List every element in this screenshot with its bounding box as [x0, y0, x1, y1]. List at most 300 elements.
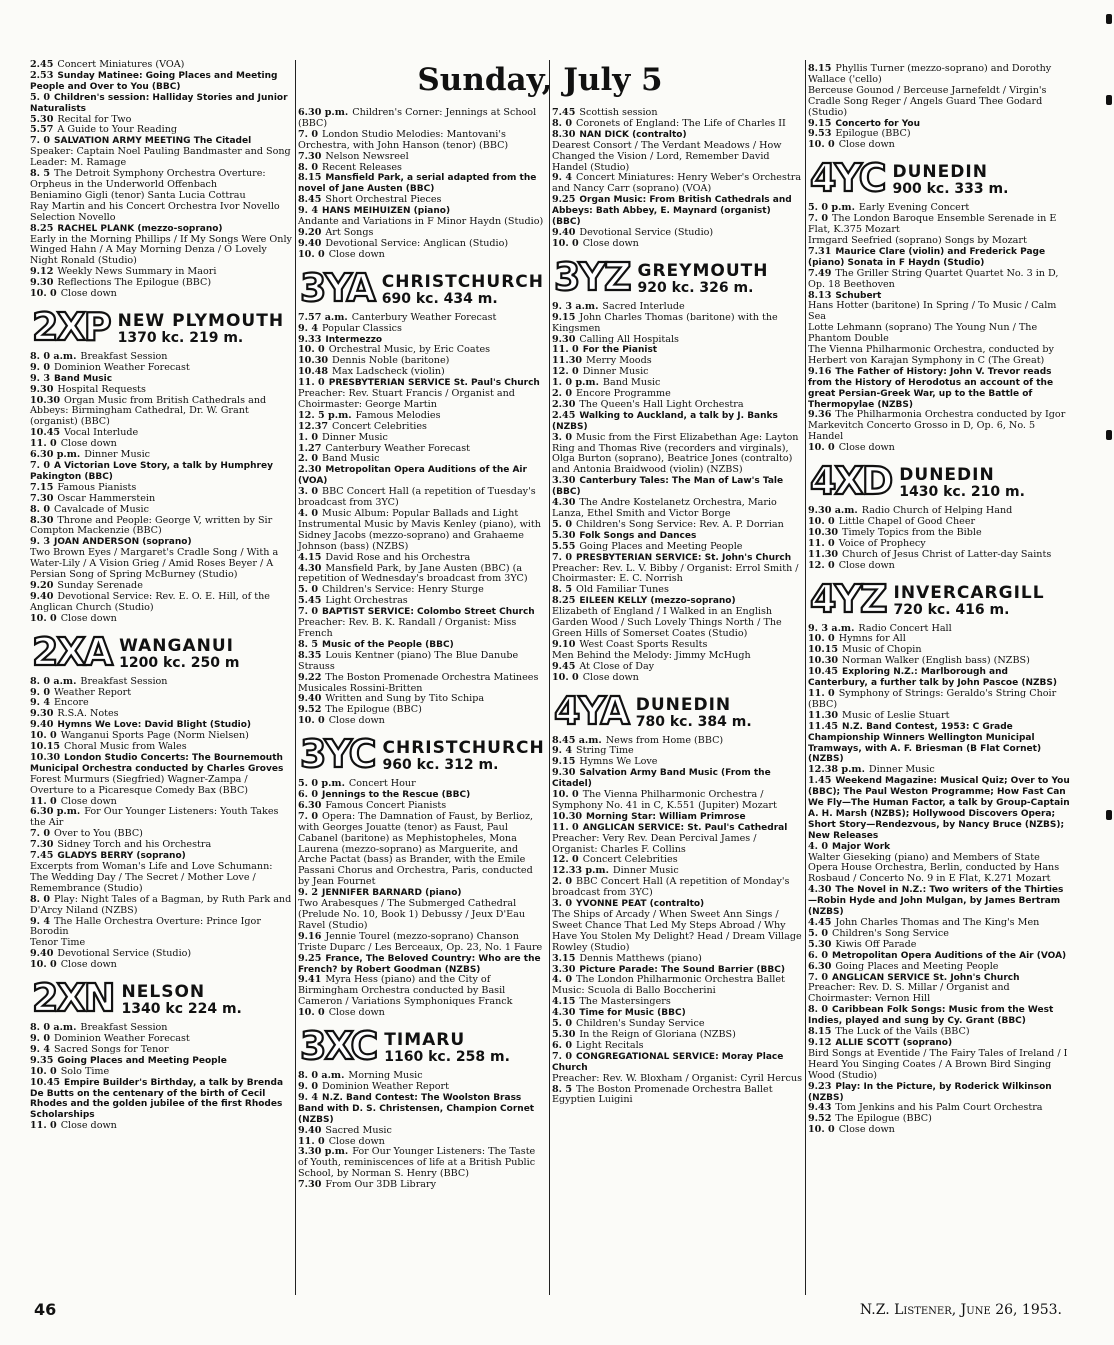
program-description: Dinner Music: [612, 865, 679, 877]
program-description: Art Songs: [325, 226, 374, 238]
program-entry: [552, 877, 802, 899]
program-description: The London Baroque Ensemble Serenade in E Flat, K.375 Mozart: [808, 213, 1057, 236]
program-description: Canterbury Weather Forecast: [325, 442, 470, 454]
program-description: BAPTIST SERVICE: Colombo Street Church: [322, 607, 535, 618]
program-description: Concert Miniatures (VOA): [57, 59, 185, 70]
column-divider: [549, 60, 550, 1295]
program-entry: [552, 585, 802, 596]
program-time: 10.45: [30, 1076, 61, 1088]
program-time: 9.15: [552, 756, 576, 768]
program-description: For Our Younger Listeners: The Taste of Youth, reminiscences of life at a British Public School, by Norman S. Henry (BBC): [298, 1146, 536, 1180]
program-time: 10.15: [808, 644, 839, 656]
program-description: Concert Hour: [348, 778, 416, 790]
program-entry: [30, 753, 292, 775]
program-description: JOAN ANDERSON (soprano): [54, 537, 192, 548]
program-time: 11. 0: [298, 377, 325, 389]
program-entry: [298, 1093, 546, 1126]
program-entry: [298, 487, 546, 509]
program-description: Close down: [60, 795, 117, 807]
program-entry: [298, 716, 546, 727]
program-time: 9.30: [30, 383, 54, 395]
program-time: 11. 0: [808, 537, 835, 549]
program-description: Time for Music (BBC): [579, 1008, 686, 1019]
program-time: 5. 0: [552, 1018, 573, 1030]
program-entry: [552, 542, 802, 553]
station-header: [298, 1024, 546, 1069]
program-time: 9. 4: [30, 1043, 51, 1055]
program-description: Breakfast Session: [80, 675, 168, 687]
program-entry: [808, 561, 1070, 572]
program-time: 10. 0: [552, 671, 579, 683]
program-description: London Studio Melodies: Mantovani's Orchestra, with John Hanson (tenor) (BBC): [298, 128, 509, 151]
program-time: 8. 0 a.m.: [30, 350, 77, 362]
program-description: The Epilogue (BBC): [835, 1113, 932, 1125]
program-time: 3.30: [552, 475, 576, 487]
program-entry: [30, 235, 292, 268]
program-time: 6.30 p.m.: [298, 107, 349, 118]
program-time: 9.10: [552, 638, 576, 650]
program-description: NAN DICK (contralto): [579, 129, 687, 140]
program-entry: [808, 301, 1070, 323]
station-name: WANGANUI: [119, 635, 234, 656]
station-header: [552, 254, 802, 299]
station-name: NELSON: [121, 982, 206, 1003]
program-description: R.S.A. Notes: [57, 708, 119, 720]
program-description: Max Ladscheck (violin): [332, 366, 445, 378]
program-time: 2. 0: [552, 388, 573, 400]
program-time: 9.22: [298, 671, 322, 683]
program-time: 12. 0: [552, 854, 579, 866]
program-time: 10. 0: [30, 1065, 57, 1077]
program-description: Over to You (BBC): [54, 828, 143, 840]
program-description: Louis Kentner (piano) The Blue Danube Strauss: [298, 649, 519, 672]
program-time: 5. 0 p.m.: [298, 778, 345, 790]
footer-citation: N.Z. Listener, June 26, 1953.: [859, 1302, 1062, 1318]
program-time: 9.40: [298, 693, 322, 705]
program-entry: [298, 812, 546, 888]
program-entry: [30, 807, 292, 829]
program-time: 5.30: [808, 938, 832, 950]
program-entry: [298, 195, 546, 206]
program-entry: [552, 476, 802, 498]
program-description: Phyllis Turner (mezzo-soprano) and Dorothy Wallace ('cello): [808, 63, 1052, 85]
program-time: 7.30: [30, 492, 54, 504]
program-description: Exploring N.Z.: Marlborough and Canterbury, a further talk by John Pascoe (NZBS): [808, 667, 1057, 689]
program-entry: [298, 1082, 546, 1093]
program-entry: [808, 1049, 1070, 1082]
program-time: 10. 0: [808, 442, 835, 454]
program-description: Children's session: Halliday Stories and Junior Naturalists: [30, 92, 288, 114]
page-title: Sunday, July 5: [417, 62, 663, 98]
program-time: 10.30: [808, 526, 839, 538]
program-time: 10. 0: [808, 1124, 835, 1136]
program-description: Close down: [838, 1124, 895, 1136]
station-call-sign: 3YA: [300, 265, 374, 310]
program-time: 9.23: [808, 1080, 832, 1092]
program-description: Coronets of England: The Life of Charles II: [576, 117, 786, 129]
program-time: 11.30: [808, 548, 839, 560]
program-description: Orchestral Music, by Eric Coates: [328, 344, 491, 356]
station-header: [30, 304, 292, 349]
program-description: Wanganui Sports Page (Norm Nielsen): [60, 730, 249, 742]
program-entry: [552, 195, 802, 228]
program-entry: [808, 410, 1070, 443]
program-entry: [298, 465, 546, 487]
program-description: Two Arabesques / The Submerged Cathedral (Prelude No. 10, Book 1) Debussy / Jeux D'Eau Ravel (Studio): [298, 898, 526, 931]
program-entry: [30, 709, 292, 720]
program-description: String Time: [576, 745, 634, 757]
program-time: 8.30: [30, 514, 54, 526]
program-entry: [298, 130, 546, 152]
program-time: 11. 0: [30, 438, 57, 450]
program-time: 11.45: [808, 720, 839, 732]
program-description: Famous Concert Pianists: [325, 799, 447, 811]
scan-edge-mark: [1106, 430, 1112, 440]
station-call-sign: 4YA: [554, 688, 628, 733]
program-time: 9.33: [298, 333, 322, 345]
program-entry: [30, 169, 292, 191]
program-time: 8. 0: [808, 1004, 829, 1016]
program-time: 9. 0: [30, 1032, 51, 1044]
program-description: Devotional Service: Anglican (Studio): [325, 237, 509, 249]
program-time: 9.25: [552, 194, 576, 206]
program-entry: [808, 140, 1070, 151]
program-description: Metropolitan Opera Auditions of the Air (VOA): [832, 950, 1067, 961]
program-entry: [30, 840, 292, 851]
program-time: 9.30: [552, 333, 576, 345]
program-time: 5. 0: [30, 91, 51, 103]
program-time: 9.52: [298, 704, 322, 716]
program-description: Empire Builder's Birthday, a talk by Brenda De Butts on the centenary of the birth of Cecil Rhodes and the golden jubilee of the first Rhodes Scholarships: [30, 1077, 284, 1121]
program-entry: [30, 917, 292, 939]
program-time: 10. 0: [552, 789, 579, 801]
program-time: 7. 0: [298, 128, 319, 140]
station-call-sign: 3YC: [300, 732, 375, 777]
station-frequency: 920 kc. 326 m.: [637, 279, 754, 296]
program-time: 10.30: [30, 751, 61, 763]
program-description: Forest Murmurs (Siegfried) Wagner-Zampa / Overture to a Picaresque Comedy Bax (BBC): [30, 773, 249, 796]
program-time: 6.30: [808, 960, 832, 972]
program-entry: [30, 60, 292, 71]
program-time: 5. 0: [808, 927, 829, 939]
program-description: At Close of Day: [579, 660, 655, 672]
program-description: Weekly News Summary in Maori: [57, 266, 217, 278]
program-description: Light Recitals: [576, 1039, 644, 1051]
station-frequency: 780 kc. 384 m.: [635, 713, 752, 730]
program-description: ANGLICAN SERVICE: St. Paul's Cathedral: [582, 822, 788, 833]
program-description: David Rose and his Orchestra: [325, 551, 471, 563]
program-time: 5.55: [552, 540, 576, 552]
program-entry: [808, 983, 1070, 1005]
program-time: 3.30 p.m.: [298, 1146, 349, 1158]
program-entry: [30, 396, 292, 429]
program-description: The Epilogue (BBC): [325, 704, 422, 716]
program-description: Music of Leslie Stuart: [842, 709, 950, 721]
program-description: Concert Celebrities: [332, 420, 427, 432]
program-time: 3.30: [552, 963, 576, 975]
program-entry: [552, 141, 802, 174]
program-description: Sidney Torch and his Orchestra: [57, 839, 212, 851]
program-time: 5.30: [552, 1028, 576, 1040]
program-time: 10.15: [30, 741, 61, 753]
program-time: 8. 0: [298, 161, 319, 173]
program-entry: [808, 269, 1070, 291]
program-time: 5.30: [30, 113, 54, 125]
station-name: DUNEDIN: [899, 465, 995, 486]
program-entry: [808, 247, 1070, 269]
program-description: Children's Sunday Service: [576, 1018, 705, 1030]
program-time: 8.15: [808, 1026, 832, 1038]
program-time: 8.30: [552, 128, 576, 140]
program-entry: [552, 433, 802, 477]
program-time: 4.15: [552, 996, 576, 1008]
program-description: Folk Songs and Dances: [579, 530, 697, 541]
program-description: Maurice Clare (violin) and Frederick Page (piano) Sonata in F Haydn (Studio): [808, 246, 1046, 268]
program-description: Popular Classics: [322, 322, 402, 334]
program-description: Music of Chopin: [842, 644, 922, 656]
program-description: Jennings to the Rescue (BBC): [322, 790, 471, 801]
program-time: 9. 4: [298, 205, 319, 217]
program-time: 6.30 p.m.: [30, 806, 81, 818]
scan-edge-mark: [1106, 810, 1112, 820]
program-entry: [808, 765, 1070, 776]
program-entry: [30, 614, 292, 625]
program-time: 5.30: [552, 529, 576, 541]
program-description: Andante and Variations in F Minor Haydn (Studio): [298, 216, 544, 228]
program-time: 2.30: [552, 398, 576, 410]
program-entry: [298, 651, 546, 673]
program-description: Music of the People (BBC): [322, 639, 454, 650]
program-description: Music from the First Elizabethan Age: Layton Ring and Thomas Rive (recorders and virginals), Olga Burton (soprano), Beatrice Jones (contralto) and Antonia Braidwood (violin) (NZBS): [552, 431, 799, 476]
program-time: 10. 0: [298, 1007, 325, 1019]
program-time: 8.15: [808, 63, 832, 74]
station-header: [30, 976, 292, 1021]
program-description: Solo Time: [60, 1065, 110, 1077]
program-entry: [808, 323, 1070, 345]
program-description: Hymns We Love: David Blight (Studio): [57, 720, 252, 731]
program-description: Tom Jenkins and his Palm Court Orchestra: [835, 1102, 1043, 1114]
program-description: The Boston Promenade Orchestra Matinees Musicales Rossini-Britten: [298, 671, 539, 694]
program-time: 9.15: [808, 117, 832, 129]
program-description: News from Home (BBC): [605, 734, 724, 746]
program-entry: [298, 163, 546, 174]
program-entry: [552, 910, 802, 954]
program-description: Dinner Music: [582, 366, 649, 378]
program-entry: [808, 345, 1070, 367]
program-description: Schubert: [835, 290, 882, 301]
program-time: 10.30: [552, 810, 583, 822]
program-description: The Luck of the Vails (BBC): [835, 1026, 970, 1038]
program-time: 10. 0: [30, 288, 57, 300]
program-entry: [298, 899, 546, 932]
program-entry: [298, 250, 546, 261]
program-description: Dinner Music: [868, 764, 935, 776]
program-description: Choral Music from Wales: [64, 741, 187, 753]
program-description: Radio Church of Helping Hand: [861, 505, 1013, 517]
program-description: Play: In the Picture, by Roderick Wilkinson (NZBS): [808, 1081, 1052, 1103]
program-time: 4. 0: [552, 974, 573, 986]
program-entry: [30, 71, 292, 93]
program-time: 8. 0: [552, 117, 573, 129]
program-time: 8. 5: [30, 168, 51, 180]
program-time: 9.30 a.m.: [808, 505, 858, 517]
program-description: Organ Music from British Cathedrals and Abbeys: Birmingham Cathedral, Dr. W. Grant (organist) (BBC): [30, 394, 267, 428]
program-entry: [552, 498, 802, 520]
program-description: The Griller String Quartet Quartet No. 3 in D, Op. 18 Beethoven: [808, 267, 1059, 290]
program-time: 8.45: [298, 194, 322, 206]
program-time: 11. 0: [808, 687, 835, 699]
program-entry: [552, 173, 802, 195]
program-time: 12.33 p.m.: [552, 865, 609, 877]
program-time: 9. 4: [298, 1091, 319, 1103]
program-description: Music Album: Popular Ballads and Light Instrumental Music by Mavis Kenley (piano), with Sidney Jacobs (mezzo-soprano) and Grahaeme Johnson (bass) (NZBS): [298, 508, 541, 552]
program-description: Recital for Two: [57, 113, 132, 125]
program-description: N.Z. Band Contest, 1953: C Grade Championship Winners Wellington Municipal Tramways, with A. F. Briesman (B Flat Cornet) (NZBS): [808, 721, 1042, 765]
program-entry: [552, 313, 802, 335]
program-description: Organ Music: From British Cathedrals and Abbeys: Bath Abbey, E. Maynard (organist) (BBC): [552, 195, 792, 228]
program-time: 10.45: [808, 666, 839, 678]
program-description: Hans Hotter (baritone) In Spring / To Music / Calm Sea: [808, 300, 1057, 323]
program-time: 7. 0: [30, 135, 51, 147]
program-description: Close down: [60, 288, 117, 300]
station-call-sign: 4YZ: [810, 576, 886, 621]
program-description: Children's Song Service: [832, 927, 949, 939]
program-description: Metropolitan Opera Auditions of the Air (VOA): [298, 465, 527, 487]
program-description: Throne and People: George V, written by Sir Compton Mackenzie (BBC): [30, 514, 273, 537]
program-entry: [808, 1005, 1070, 1027]
program-description: Walking to Auckland, a talk by J. Banks (NZBS): [552, 410, 778, 432]
station-header: [298, 265, 546, 310]
station-header: [808, 156, 1070, 201]
program-description: Band Music: [322, 453, 380, 465]
station-header: [808, 459, 1070, 504]
program-entry: [552, 1052, 802, 1074]
station-frequency: 1340 kc 224 m.: [121, 1001, 242, 1018]
program-time: 6. 0: [552, 1039, 573, 1051]
station-call-sign: 2XN: [32, 976, 114, 1021]
program-description: Major Work: [832, 841, 891, 852]
station-call-sign: 4XD: [810, 459, 892, 504]
program-time: 9.40: [30, 719, 54, 731]
program-description: Oscar Hammerstein: [57, 492, 156, 504]
program-time: 2. 0: [552, 876, 573, 888]
program-time: 2. 0: [298, 453, 319, 465]
program-time: 9.12: [808, 1036, 832, 1048]
program-time: 12. 0: [808, 559, 835, 571]
program-time: 10.30: [808, 655, 839, 667]
program-description: Early Evening Concert: [858, 202, 970, 214]
program-time: 9.40: [30, 590, 54, 602]
program-description: Dearest Consort / The Verdant Meadows / How Changed the Vision / Lord, Remember David Handel (Studio): [552, 139, 782, 173]
program-time: 3. 0: [552, 431, 573, 443]
program-time: 4.30: [552, 497, 576, 509]
program-entry: [808, 214, 1070, 236]
program-time: 11.30: [552, 355, 583, 367]
program-entry: [30, 960, 292, 971]
program-description: Recent Releases: [322, 161, 402, 173]
program-time: 9.20: [30, 579, 54, 591]
program-description: Symphony of Strings: Geraldo's String Choir (BBC): [808, 687, 1057, 710]
program-entry: [552, 607, 802, 640]
program-time: 3.15: [552, 952, 576, 964]
program-time: 4. 0: [298, 508, 319, 519]
column-1: [30, 60, 292, 1132]
program-description: Sacred Interlude: [602, 300, 685, 312]
program-time: 4.45: [808, 917, 832, 928]
station-name: INVERCARGILL: [893, 582, 1045, 603]
program-description: Bird Songs at Eventide / The Fairy Tales of Ireland / I Heard You Singing Coates / A Brown Bird Singing Wood (Studio): [808, 1047, 1068, 1081]
program-entry: [298, 324, 546, 335]
program-time: 11. 0: [298, 1135, 325, 1147]
program-time: 10. 0: [808, 633, 835, 645]
program-time: 10.48: [298, 366, 329, 378]
program-description: Morning Music: [348, 1070, 423, 1082]
program-time: 9. 4: [30, 697, 51, 709]
program-entry: [808, 885, 1070, 918]
program-time: 6.30 p.m.: [30, 449, 81, 461]
program-description: Close down: [60, 438, 117, 450]
station-frequency: 1160 kc. 258 m.: [384, 1049, 510, 1066]
station-header: [30, 629, 292, 674]
program-time: 8.25: [30, 222, 54, 234]
program-description: Concert Celebrities: [582, 854, 678, 866]
program-time: 1. 0 p.m.: [552, 377, 599, 389]
program-description: Speaker: Captain Noel Pauling Bandmaster and Song Leader: M. Ramage: [30, 146, 291, 169]
program-description: Close down: [582, 237, 639, 249]
program-time: 5. 0: [552, 518, 573, 530]
station-frequency: 960 kc. 312 m.: [382, 757, 499, 774]
program-time: 1.45: [808, 775, 832, 787]
program-time: 9. 2: [298, 887, 319, 899]
program-description: PRESBYTERIAN SERVICE St. Paul's Church: [328, 378, 540, 389]
program-time: 12.37: [298, 420, 329, 432]
program-description: Devotional Service (Studio): [57, 948, 192, 960]
program-entry: [30, 363, 292, 374]
program-time: 6. 0: [808, 949, 829, 961]
program-entry: [30, 461, 292, 483]
program-description: Dennis Noble (baritone): [332, 355, 450, 367]
program-description: Close down: [328, 715, 385, 727]
program-time: 6.30: [298, 799, 322, 811]
program-time: 10. 0: [298, 715, 325, 727]
program-description: Calling All Hospitals: [579, 333, 679, 345]
program-description: Dominion Weather Forecast: [54, 361, 190, 373]
program-entry: [808, 1125, 1070, 1136]
program-description: Beniamino Gigli (tenor) Santa Lucia Cottrau: [30, 189, 246, 201]
program-time: 5.45: [298, 595, 322, 607]
program-time: 10. 0: [808, 516, 835, 527]
program-entry: [298, 975, 546, 1008]
program-time: 7.31: [808, 245, 832, 257]
program-description: Dominion Weather Report: [322, 1080, 449, 1092]
program-time: 9.52: [808, 1113, 832, 1125]
program-description: Kiwis Off Parade: [835, 938, 917, 950]
program-entry: [30, 93, 292, 115]
program-time: 9. 3: [30, 536, 51, 548]
program-entry: [30, 592, 292, 614]
program-entry: [552, 335, 802, 346]
program-description: Early in the Morning Phillips / If My Songs Were Only Winged Hahn / A May Morning Denza / O Lovely Night Ronald (Studio): [30, 233, 292, 267]
program-description: Opera: The Damnation of Faust, by Berlioz, with Georges Jouatte (tenor) as Faust, Paul Cabanel (baritone) as Mephistopheles, Mona Laurena (mezzo-soprano) as Marguerite, and Arche Pactat (bass) as Brander, with the Emile Passani Chorus and Orchestra, Paris, conducted by Jean Fournet: [298, 810, 534, 888]
program-entry: [808, 1082, 1070, 1104]
program-description: Dinner Music: [84, 449, 151, 461]
program-description: Band Music: [54, 373, 113, 384]
station-call-sign: 3YZ: [554, 254, 630, 299]
program-time: 7.49: [808, 267, 832, 279]
station-call-sign: 2XA: [32, 629, 112, 674]
program-entry: [30, 125, 292, 136]
program-description: Morning Star: William Primrose: [586, 811, 746, 822]
